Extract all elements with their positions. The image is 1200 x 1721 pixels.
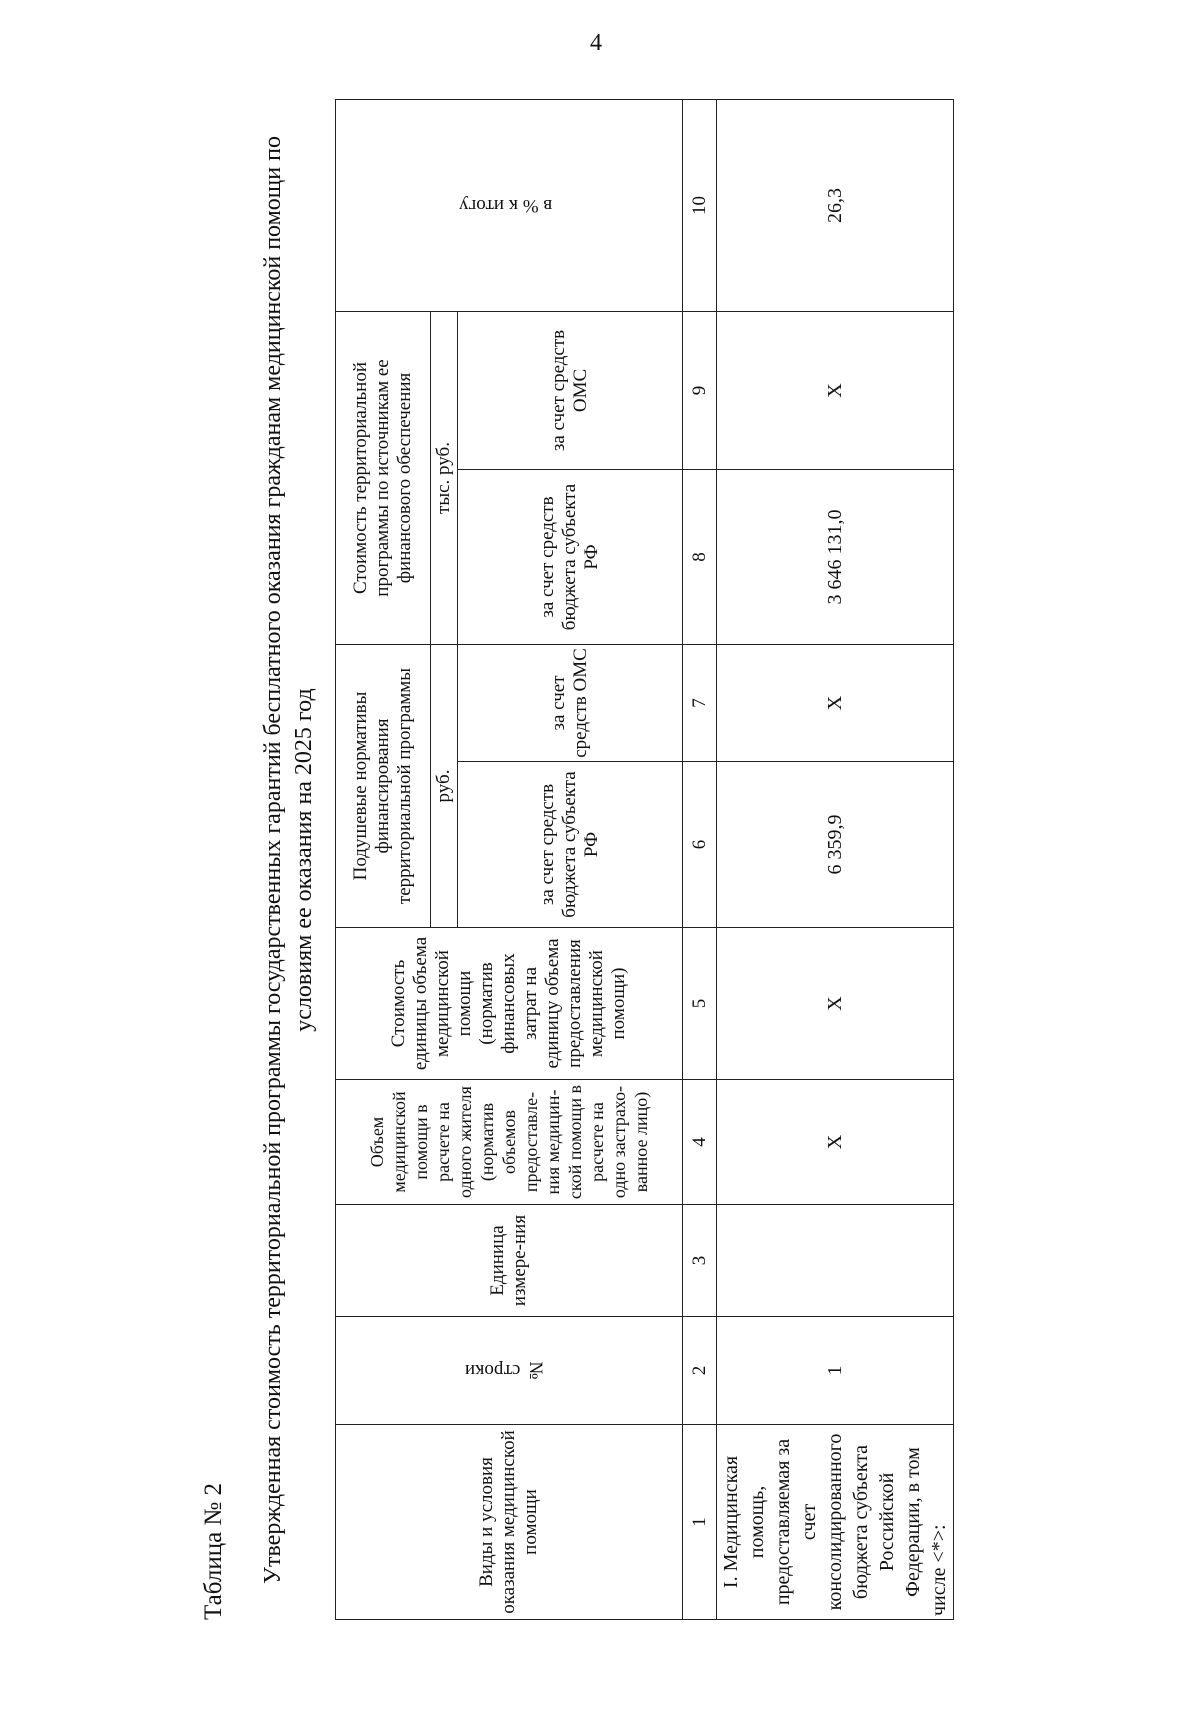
header-kind-conditions: Виды и условия оказания медицинской помощи [336, 1425, 683, 1620]
row-1-total-budget: 3 646 131,0 [717, 470, 954, 645]
col-number-1: 1 [683, 1425, 717, 1620]
col-number-10: 10 [683, 99, 717, 311]
table-caption: Таблица № 2 [200, 1482, 227, 1620]
header-program-cost-unit: тыс. руб. [431, 311, 458, 644]
col-number-6: 6 [683, 762, 717, 928]
header-volume: Объем медицинской помощи в расчете на одного жителя (норматив объемов предоставле-ния медицин-ской помощи в расчете на одно застрахо-ванное лицо) [336, 1080, 683, 1205]
page-number: 4 [590, 30, 602, 56]
header-per-capita-oms: за счет средств ОМС [458, 645, 683, 762]
header-line-number: № строки [336, 1317, 683, 1425]
row-1-name: I. Медицинская помощь, предоставляемая за счет консолидированного бюджета субъекта Российской Федерации, в том числе <*>: [717, 1425, 954, 1620]
row-1-volume: X [717, 1080, 954, 1205]
header-unit: Единица измере-ния [336, 1205, 683, 1317]
col-number-9: 9 [683, 311, 717, 469]
header-per-capita-unit: руб. [431, 645, 458, 928]
header-total-oms: за счет средств ОМС [458, 311, 683, 469]
col-number-3: 3 [683, 1205, 717, 1317]
header-total-budget: за счет средств бюджета субъекта РФ [458, 470, 683, 645]
col-number-7: 7 [683, 645, 717, 762]
row-1-percent: 26,3 [717, 99, 954, 311]
rotated-page-content [200, 100, 1100, 1620]
col-number-8: 8 [683, 470, 717, 645]
col-number-4: 4 [683, 1080, 717, 1205]
header-percent: в % к итогу [336, 99, 683, 311]
col-number-2: 2 [683, 1317, 717, 1425]
header-unit-cost: Стоимость единицы объема медицинской помощи (норматив финансовых затрат на единицу объема предоставления медицинской помощи) [336, 928, 683, 1080]
row-1-per-capita-oms: X [717, 645, 954, 762]
table-title: Утвержденная стоимость территориальной программы государственных гарантий бесплатного оказания гражданам медицинской помощи по условиям ее оказания на 2025 год [260, 136, 317, 1584]
row-1-line: 1 [717, 1317, 954, 1425]
col-number-5: 5 [683, 928, 717, 1080]
row-1-total-oms: X [717, 311, 954, 469]
row-1-unit-cost: X [717, 928, 954, 1080]
cost-table [335, 99, 954, 1620]
row-1-per-capita-budget: 6 359,9 [717, 762, 954, 928]
row-1-unit [717, 1205, 954, 1317]
header-per-capita: Подушевые нормативы финансирования территориальной программы [336, 645, 431, 928]
header-program-cost: Стоимость территориальной программы по источникам ее финансового обеспечения [336, 311, 431, 644]
header-per-capita-budget: за счет средств бюджета субъекта РФ [458, 762, 683, 928]
